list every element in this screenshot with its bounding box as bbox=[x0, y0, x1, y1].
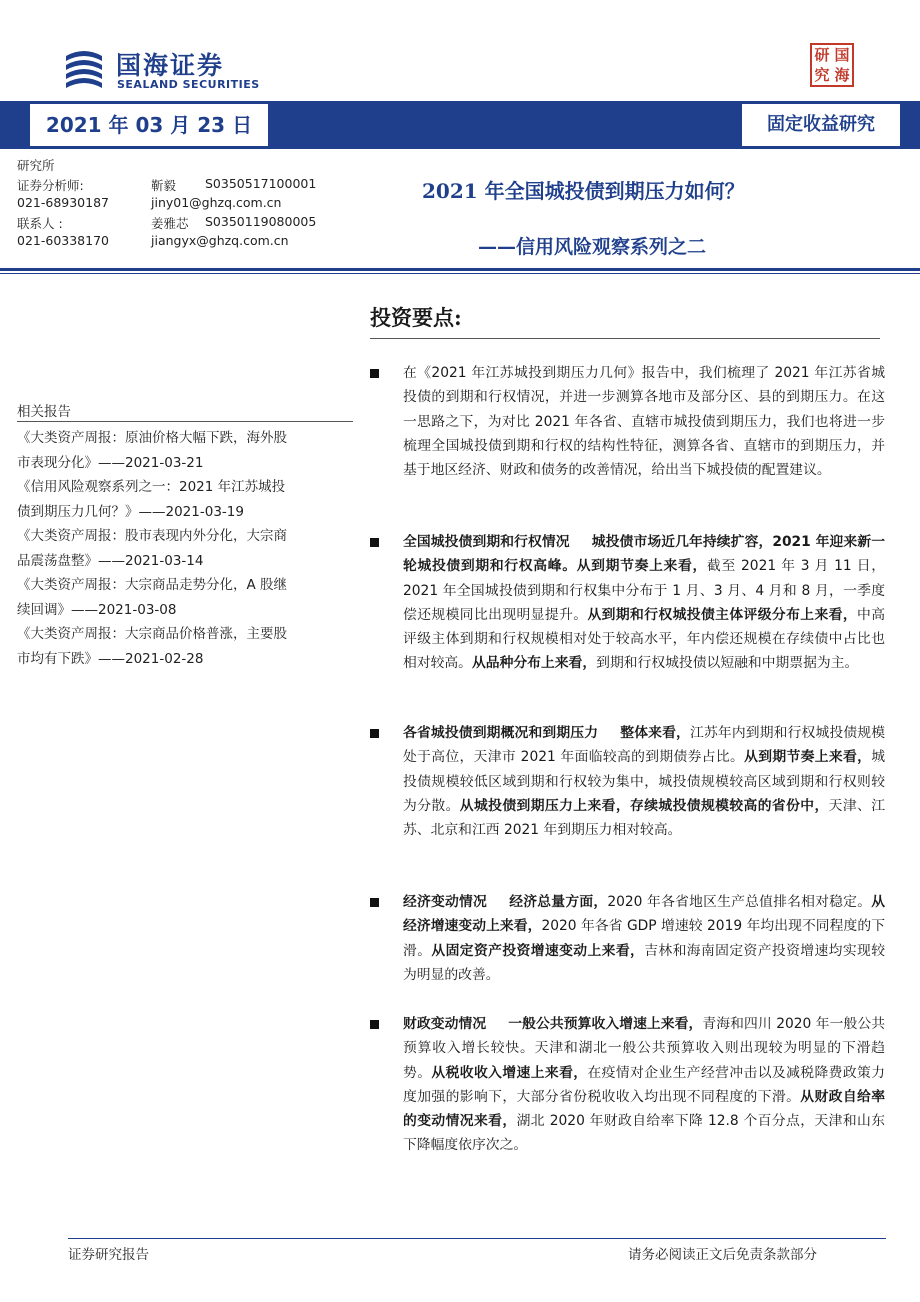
key-point-5 bbox=[370, 1012, 885, 1158]
logo-company-english: SEALAND SECURITIES bbox=[117, 78, 260, 91]
related-report-line[interactable]: 《大类资产周报：原油价格大幅下跌，海外股 bbox=[17, 430, 287, 446]
key-point-2 bbox=[370, 530, 885, 676]
key-point-text bbox=[403, 890, 885, 987]
related-divider bbox=[17, 421, 353, 422]
contact-email[interactable]: jiangyx@ghzq.com.cn bbox=[151, 233, 289, 248]
contact-id: S0350119080005 bbox=[205, 214, 317, 229]
footer-divider bbox=[68, 1238, 886, 1239]
contact-label: 证券分析师: bbox=[17, 178, 84, 193]
key-point-segment: 江苏年内到期和行权城投债规模处于高位，天津市 2021 年面临较高的到期债券占比。 bbox=[403, 725, 886, 766]
contact-email[interactable]: jiny01@ghzq.com.cn bbox=[151, 195, 282, 210]
bullet-square-icon bbox=[370, 538, 379, 547]
key-point-segment: 中高评级主体到期和行权规模相对处于较高水平，年内偿还规模在存续债中占比也相对较高。 bbox=[403, 606, 886, 672]
title-divider bbox=[0, 268, 920, 271]
report-category: 固定收益研究 bbox=[767, 114, 875, 135]
key-point-bold: 从到期节奏上来看， bbox=[744, 749, 872, 766]
related-reports-title: 相关报告 bbox=[17, 404, 71, 420]
related-report-line[interactable]: 《大类资产周报：股市表现内外分化，大宗商 bbox=[17, 528, 287, 544]
related-reports-list bbox=[17, 426, 349, 671]
key-point-bold: 从到期和行权城投债主体评级分布上来看， bbox=[587, 606, 858, 623]
sealand-logo-icon bbox=[62, 48, 106, 90]
seal-char: 究 bbox=[814, 65, 830, 84]
bullet-square-icon bbox=[370, 898, 379, 907]
contact-phone: 021-60338170 bbox=[17, 233, 109, 248]
key-point-segment: 2020 年各省地区生产总值排名相对稳定。 bbox=[607, 894, 872, 910]
related-report-line[interactable]: 债到期压力几何？》——2021-03-19 bbox=[17, 503, 244, 520]
contact-name: 靳毅 bbox=[151, 178, 177, 193]
key-point-text bbox=[403, 1012, 885, 1158]
key-point-lead: 财政变动情况 bbox=[403, 1016, 487, 1032]
seal-char: 海 bbox=[834, 65, 850, 84]
research-seal-icon bbox=[810, 43, 854, 87]
footer-left-label: 证券研究报告 bbox=[68, 1247, 149, 1263]
key-point-bold: 从经济增速变动上来看， bbox=[403, 894, 886, 935]
title-divider-thin bbox=[0, 273, 920, 274]
key-point-text bbox=[403, 721, 885, 842]
logo-company-name: 国海证券 bbox=[116, 51, 225, 80]
report-title: 2021 年全国城投债到期压力如何？ bbox=[422, 179, 745, 203]
report-subtitle: ——信用风险观察系列之二 bbox=[478, 236, 707, 258]
key-point-text bbox=[403, 361, 885, 482]
contact-row bbox=[17, 195, 282, 210]
key-point-segment: 到期和行权城投债以短融和中期票据为主。 bbox=[596, 655, 859, 672]
key-point-segment: 2020 年各省 GDP 增速较 2019 年均出现不同程度的下滑。 bbox=[403, 918, 885, 959]
key-point-lead: 全国城投债到期和行权情况 bbox=[403, 534, 570, 550]
key-point-segment: 青海和四川 2020 年一般公共预算收入增长较快。天津和湖北一般公共预算收入则出现较为明显的下滑趋势。 bbox=[403, 1016, 886, 1081]
key-point-bold: 城投债市场近几年持续扩容，2021 年迎来新一轮城投债到期和行权高峰。从到期节奏上来看， bbox=[403, 534, 886, 575]
key-point-segment: 在疫情对企业生产经营冲击以及减税降费政策力度加强的影响下，大部分省份税收收入均出现不同程度的下滑。 bbox=[403, 1064, 886, 1105]
related-report-line[interactable]: 市表现分化》——2021-03-21 bbox=[17, 454, 204, 471]
key-point-bold: 从城投债到期压力上来看，存续城投债规模较高的省份中， bbox=[459, 797, 829, 814]
key-point-text bbox=[403, 530, 885, 676]
related-report-line[interactable]: 续回调》——2021-03-08 bbox=[17, 601, 177, 618]
bullet-square-icon bbox=[370, 729, 379, 738]
key-point-1 bbox=[370, 361, 885, 482]
heading-divider bbox=[370, 338, 880, 339]
key-point-bold: 经济总量方面， bbox=[509, 894, 608, 910]
key-point-bold: 从品种分布上来看， bbox=[471, 655, 597, 672]
key-point-bold: 从固定资产投资增速变动上来看， bbox=[431, 942, 645, 959]
section-heading: 投资要点: bbox=[370, 305, 462, 330]
contact-row bbox=[17, 233, 289, 248]
contact-phone: 021-68930187 bbox=[17, 195, 109, 210]
footer-disclaimer-note: 请务必阅读正文后免责条款部分 bbox=[628, 1247, 817, 1263]
seal-char: 国 bbox=[834, 45, 850, 64]
key-point-segment: 湖北 2020 年财政自给率下降 12.8 个百分点，天津和山东下降幅度依序次之。 bbox=[403, 1113, 886, 1154]
seal-char: 研 bbox=[814, 45, 830, 64]
related-report-line[interactable]: 品震荡盘整》——2021-03-14 bbox=[17, 552, 204, 569]
key-point-segment: 城投债规模较低区域到期和行权较为集中，城投债规模较高区域到期和行权则较为分散。 bbox=[403, 749, 886, 814]
key-point-segment: 吉林和海南固定资产投资增速均实现较为明显的改善。 bbox=[403, 942, 886, 983]
contact-label: 联系人 : bbox=[17, 216, 63, 231]
key-point-segment: 在《2021 年江苏城投到期压力几何》报告中，我们梳理了 2021 年江苏省城投债的到期和行权情况，并进一步测算各地市及部分区、县的到期压力。在这一思路之下，为对比 2021 年各省、直辖市城投债到期压力，我们也将进一步梳理全国城投债到期和行权的结构性特征，测算各省、直辖市的到期压力，并基于地区经济、财政和债务的改善情况，给出当下城投债的配置建议。 bbox=[403, 365, 885, 479]
contact-id: S0350517100001 bbox=[205, 176, 317, 191]
key-point-bold: 一般公共预算收入增速上来看， bbox=[508, 1016, 703, 1032]
contact-name: 姜雅芯 bbox=[151, 216, 189, 231]
key-point-3 bbox=[370, 721, 885, 842]
key-point-bold: 从财政自给率的变动情况来看， bbox=[403, 1088, 886, 1130]
contact-row bbox=[17, 176, 317, 194]
related-report-line[interactable]: 市均有下跌》——2021-02-28 bbox=[17, 650, 204, 667]
related-report-line[interactable]: 《大类资产周报：大宗商品价格普涨，主要股 bbox=[17, 626, 287, 642]
key-point-segment: 截至 2021 年 3 月 11 日，2021 年全国城投债到期和行权集中分布于 1 月、3 月、4 月和 8 月，一季度偿还规模同比出现明显提升。 bbox=[403, 558, 886, 623]
bullet-square-icon bbox=[370, 1020, 379, 1029]
key-point-segment: 天津、江苏、北京和江西 2021 年到期压力相对较高。 bbox=[403, 797, 886, 839]
bullet-square-icon bbox=[370, 369, 379, 378]
related-report-line[interactable]: 《大类资产周报：大宗商品走势分化，A 股继 bbox=[17, 577, 288, 593]
key-point-bold: 从税收收入增速上来看， bbox=[431, 1064, 588, 1081]
key-point-bold: 整体来看， bbox=[620, 725, 690, 741]
related-report-line[interactable]: 《信用风险观察系列之一：2021 年江苏城投 bbox=[17, 479, 286, 495]
key-point-4 bbox=[370, 890, 885, 987]
key-point-lead: 经济变动情况 bbox=[403, 894, 488, 910]
report-date: 2021 年 03 月 23 日 bbox=[45, 113, 253, 137]
key-point-lead: 各省城投债到期概况和到期压力 bbox=[403, 725, 599, 741]
contacts-dept: 研究所 bbox=[17, 158, 55, 173]
contact-row bbox=[17, 214, 317, 232]
